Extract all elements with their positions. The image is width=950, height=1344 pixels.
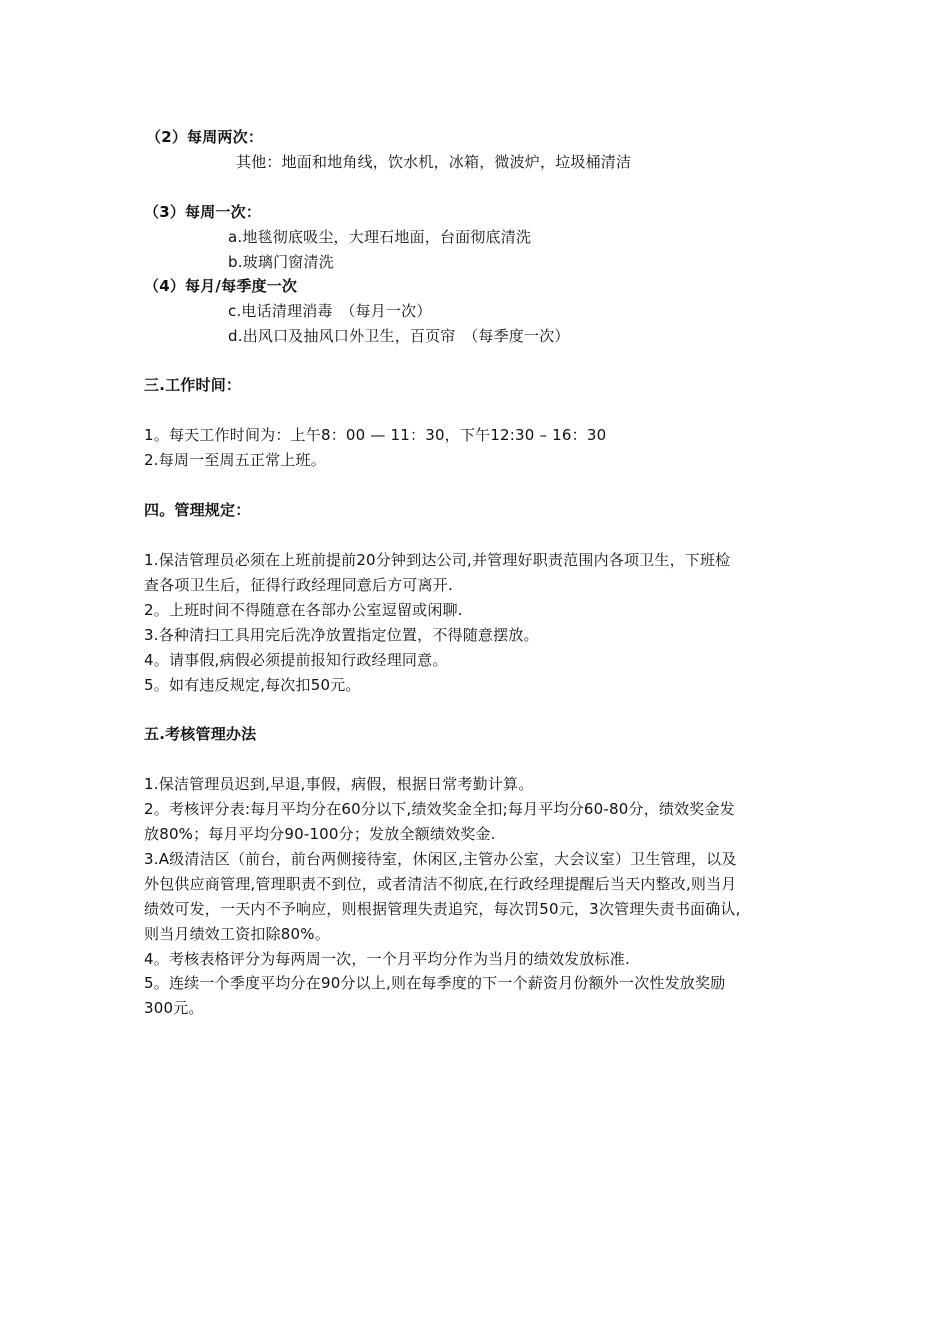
weekly-once-item: a.地毯彻底吸尘，大理石地面，台面彻底清洗 (228, 228, 532, 246)
assessment-line: 放80%；每月平均分90-100分；发放全额绩效奖金. (144, 825, 496, 843)
weekly-twice-heading: （2）每周两次： (146, 128, 264, 146)
rules-line: 5。如有违反规定,每次扣50元。 (144, 676, 361, 694)
rules-line: 4。请事假,病假必须提前报知行政经理同意。 (144, 651, 448, 669)
assessment-line: 4。考核表格评分为每两周一次，一个月平均分作为当月的绩效发放标准. (144, 950, 630, 968)
rules-line: 查各项卫生后，征得行政经理同意后方可离开. (144, 576, 453, 594)
assessment-line: 1.保洁管理员迟到,早退,事假，病假，根据日常考勤计算。 (144, 775, 534, 793)
monthly-quarterly-heading: （4）每月/每季度一次 (144, 277, 298, 295)
monthly-quarterly-item: d.出风口及抽风口外卫生，百页帘 （每季度一次） (228, 327, 570, 345)
rules-heading: 四。管理规定： (144, 501, 251, 519)
work-time-item: 2.每周一至周五正常上班。 (144, 451, 326, 469)
assessment-heading: 五.考核管理办法 (144, 725, 257, 743)
assessment-line: 300元。 (144, 999, 204, 1017)
weekly-once-item: b.玻璃门窗清洗 (228, 253, 334, 271)
weekly-twice-item: 其他：地面和地角线，饮水机，冰箱，微波炉，垃圾桶清洁 (236, 153, 632, 171)
rules-line: 3.各种清扫工具用完后洗净放置指定位置，不得随意摆放。 (144, 626, 539, 644)
assessment-line: 5。连续一个季度平均分在90分以上,则在每季度的下一个薪资月份额外一次性发放奖励 (144, 974, 726, 992)
monthly-quarterly-item: c.电话清理消毒 （每月一次） (228, 302, 432, 320)
assessment-line: 外包供应商管理,管理职责不到位，或者清洁不彻底,在行政经理提醒后当天内整改,则当月 (144, 875, 737, 893)
work-time-item: 1。每天工作时间为：上午8：00 — 11：30，下午12:30 – 16：30 (144, 426, 607, 444)
weekly-once-heading: （3）每周一次： (144, 203, 262, 221)
assessment-line: 则当月绩效工资扣除80%。 (144, 925, 330, 943)
assessment-line: 2。考核评分表:每月平均分在60分以下,绩效奖金全扣;每月平均分60-80分，绩效奖金发 (144, 800, 735, 818)
assessment-line: 绩效可发，一天内不予响应，则根据管理失责追究，每次罚50元，3次管理失责书面确认, (144, 900, 741, 918)
rules-line: 1.保洁管理员必须在上班前提前20分钟到达公司,并管理好职责范围内各项卫生，下班检 (144, 551, 731, 569)
rules-line: 2。上班时间不得随意在各部办公室逗留或闲聊. (144, 601, 463, 619)
work-time-heading: 三.工作时间： (144, 376, 242, 394)
assessment-line: 3.A级清洁区（前台，前台两侧接待室，休闲区,主管办公室，大会议室）卫生管理，以及 (144, 850, 737, 868)
